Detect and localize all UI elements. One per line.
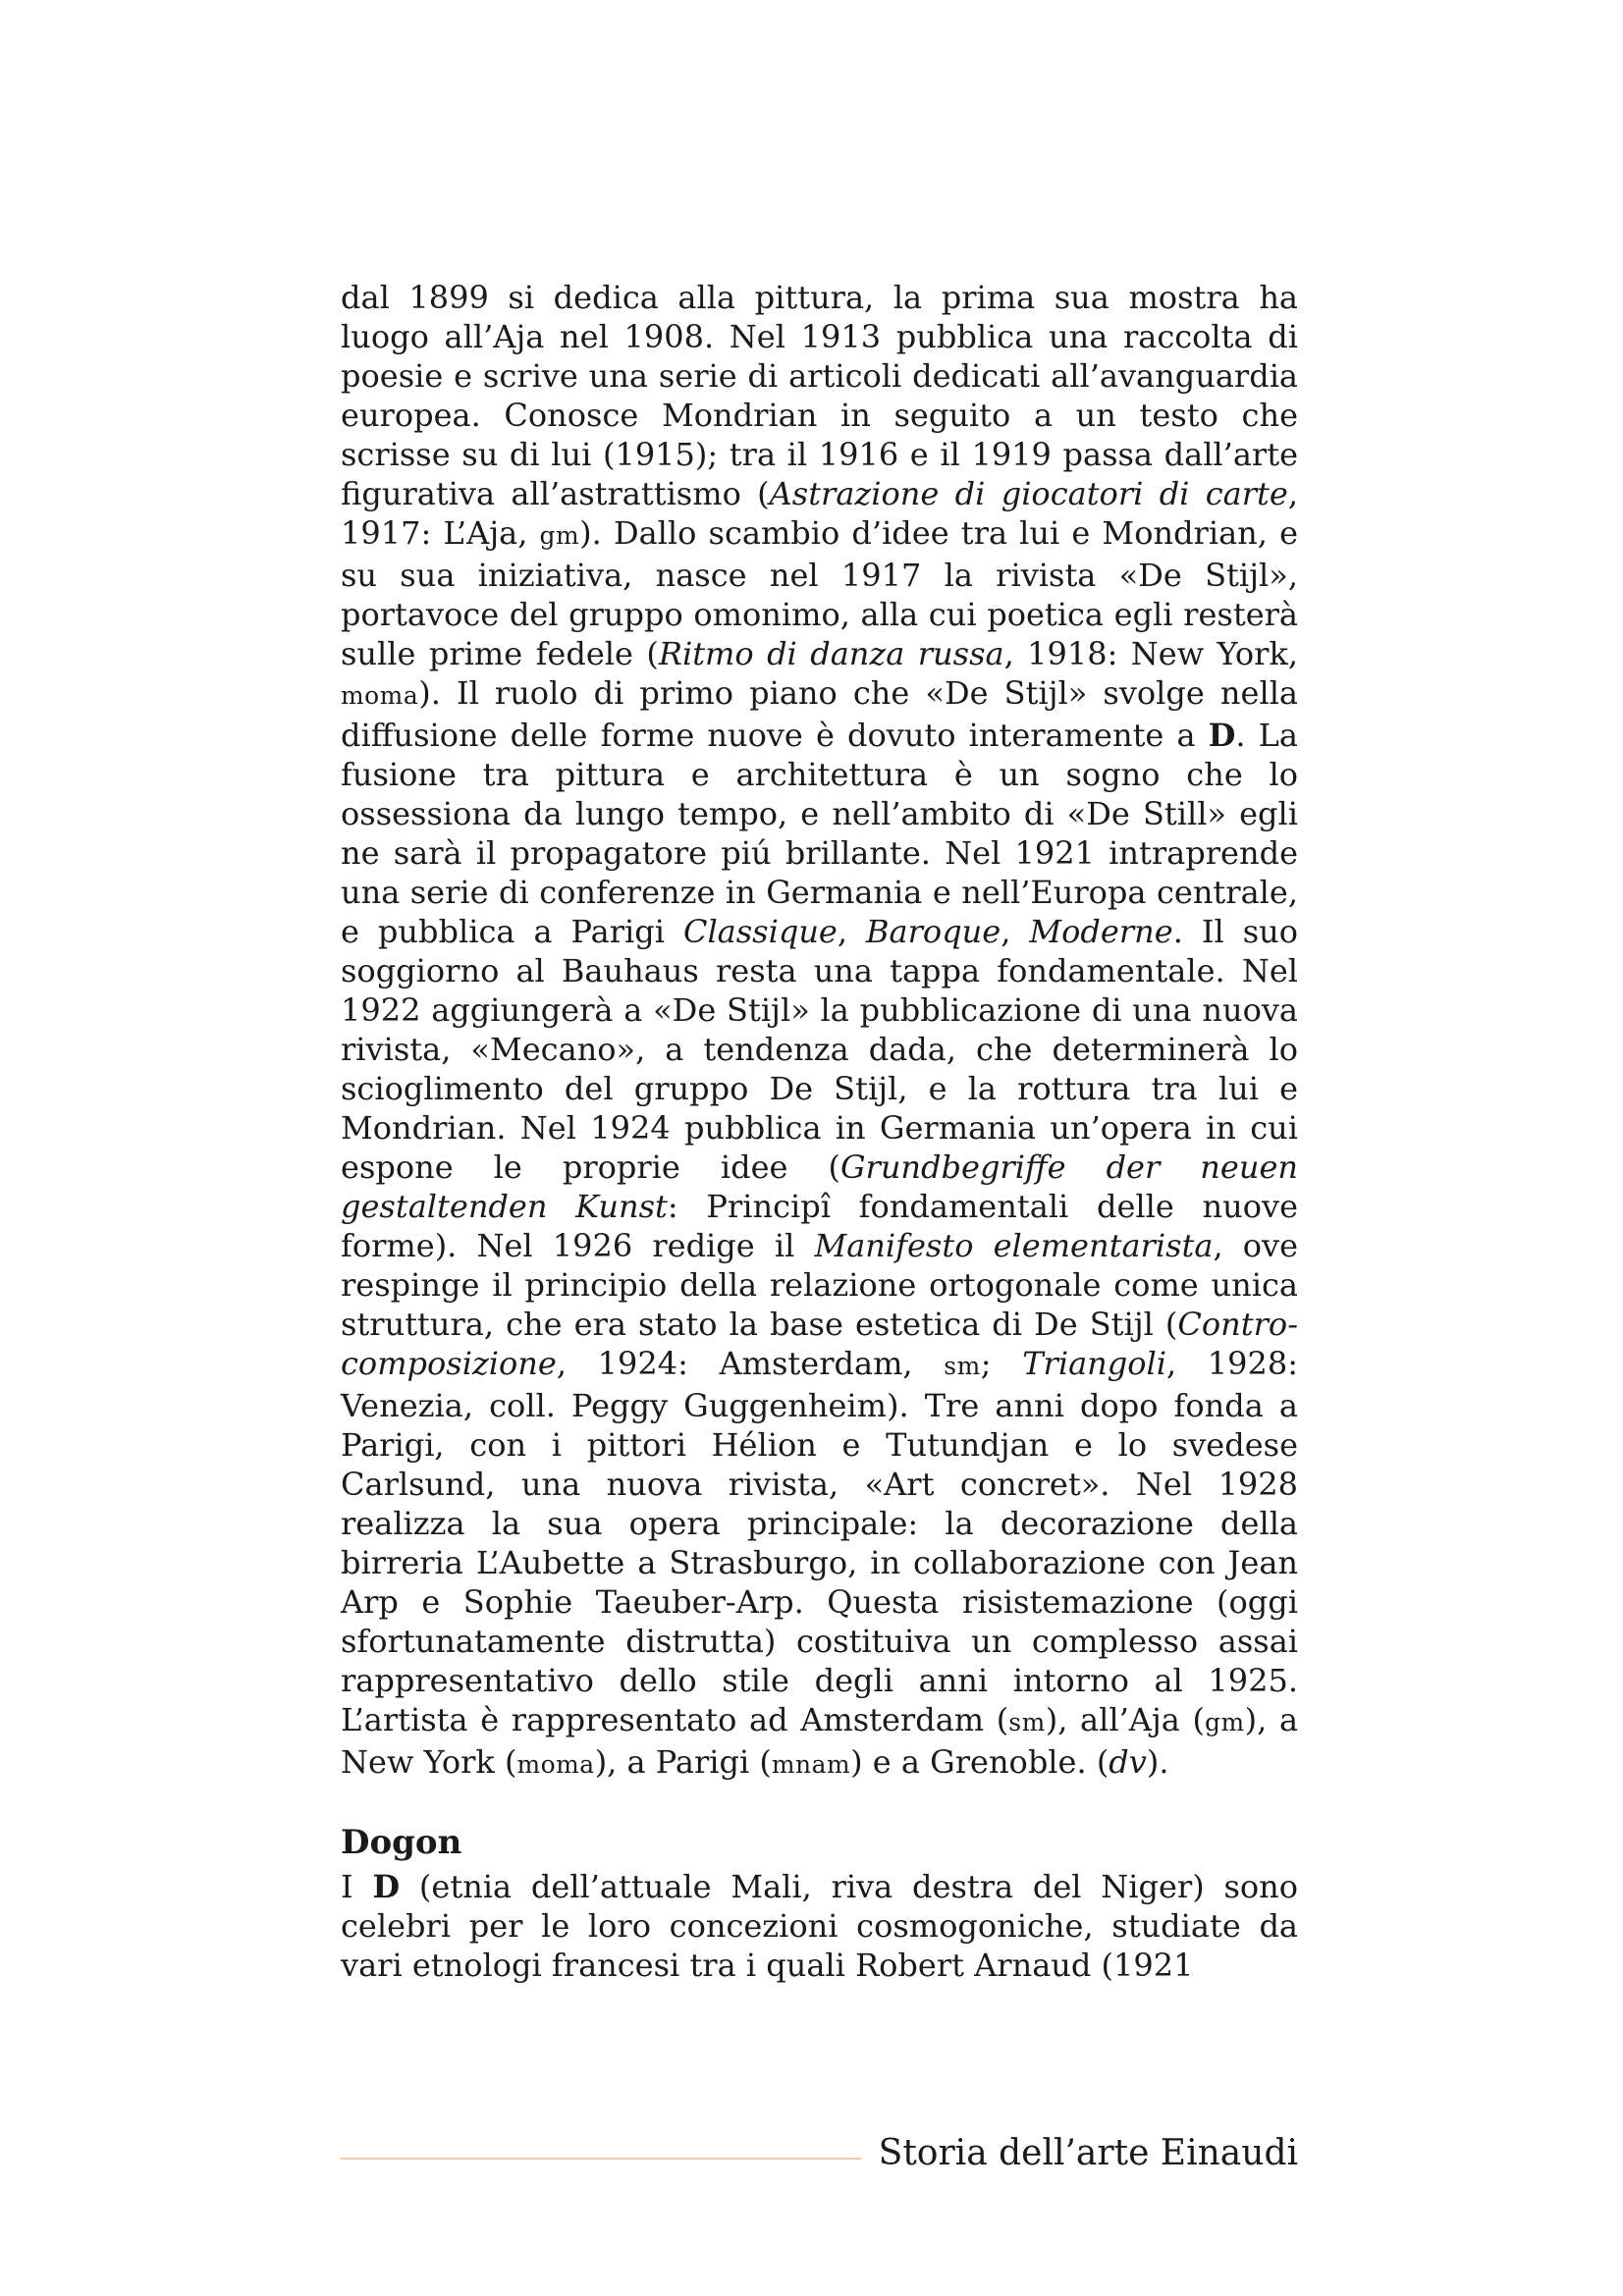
body-text: , 1918: New York, — [1003, 635, 1299, 672]
body-text: ). — [1146, 1743, 1169, 1781]
body-text: . La fusione tra pittura e architettura è un sogno che lo ossessiona da lungo tempo, e nell’ambito di «De Still» egli ne sarà il propagatore piú brillante. Nel 1921 intraprende una serie di conferenze in Germania e nell’Europa centrale, e pubblica a Parigi — [341, 717, 1299, 950]
body-text: , — [1001, 913, 1030, 950]
collection-abbreviation: gm — [1205, 1708, 1245, 1736]
work-title: Grundbegriffe der neuen gestaltenden Kunst — [341, 1148, 1299, 1225]
body-text: ), a New York ( — [341, 1701, 1299, 1781]
artwork-title: Ritmo di danza russa — [658, 635, 1004, 672]
entry-continuation-paragraph — [341, 278, 1298, 1785]
author-initials: dv — [1109, 1743, 1147, 1781]
entry-heading-dogon: Dogon — [341, 1823, 462, 1862]
body-text: ; — [980, 1345, 1023, 1382]
publication-title: Storia dell’arte Einaudi — [878, 2133, 1298, 2173]
collection-abbreviation: moma — [516, 1750, 595, 1779]
body-text: dal 1899 si dedica alla pittura, la prima sua mostra ha luogo all’Aja nel 1908. Nel 1913 pubblica una raccolta di poesie e scrive una serie di articoli dedicati all’avanguardia europea. Conosce Mondrian in seguito a un testo che scrisse su di lui (1915); tra il 1916 e il 1919 passa dall’arte figurativa all’astrattismo ( — [341, 279, 1298, 512]
collection-abbreviation: moma — [341, 681, 419, 710]
collection-abbreviation: mnam — [771, 1750, 851, 1779]
body-text: ). Dallo scambio d’idee tra lui e Mondrian, e su sua iniziativa, nasce nel 1917 la rivista «De Stijl», portavoce del gruppo omonimo, alla cui poetica egli resterà sulle prime fedele ( — [341, 514, 1299, 672]
body-text: , 1917: L’Aja, — [341, 475, 1299, 552]
body-text: : Principî fondamentali delle nuove forme). Nel 1926 redige il — [341, 1188, 1299, 1264]
body-text: ). Il ruolo di primo piano che «De Stijl» svolge nella diffusione delle forme nuove è dovuto interamente a — [341, 674, 1298, 754]
work-title: Baroque — [866, 913, 1001, 950]
collection-abbreviation: sm — [1008, 1708, 1046, 1736]
body-text: , 1928: Venezia, coll. Peggy Guggenheim). Tre anni dopo fonda a Parigi, con i pittori Hélion e Tutundjan e lo svedese Carlsund, una nuova rivista, «Art concret». Nel 1928 realizza la sua opera principale: la decorazione della birreria L’Aubette a Strasburgo, in collaborazione con Jean Arp e Sophie Taeuber-Arp. Questa risistemazione (oggi sfortunatamente distrutta) costituiva un complesso assai rappresentativo dello stile degli anni intorno al 1925. L’artista è rappresentato ad Amsterdam ( — [341, 1345, 1299, 1738]
collection-abbreviation: gm — [539, 521, 580, 550]
footer-divider — [341, 2158, 861, 2160]
body-text: . Il suo soggiorno al Bauhaus resta una tappa fondamentale. Nel 1922 aggiungerà a «De Stijl» la pubblicazione di una nuova rivista, «Mecano», a tendenza dada, che determinerà lo scioglimento del gruppo De Stijl, e la rottura tra lui e Mondrian. Nel 1924 pubblica in Germania un’opera in cui espone le proprie idee ( — [341, 913, 1299, 1186]
page-footer — [341, 2130, 1298, 2179]
body-text: ) e a Grenoble. ( — [850, 1743, 1109, 1781]
work-title: Classique — [682, 913, 838, 950]
artwork-title: Astrazione di giocatori di carte — [769, 475, 1288, 512]
body-text: , 1924: Amsterdam, — [556, 1345, 945, 1382]
body-text: (etnia dell’attuale Mali, riva destra del Niger) sono celebri per le loro concezioni cosmogoniche, studiate da vari etnologi francesi tra i quali Robert Arnaud (1921 — [341, 1868, 1299, 1984]
work-title: Moderne — [1029, 913, 1173, 950]
body-text: I — [341, 1868, 373, 1905]
body-text: ), all’Aja ( — [1045, 1701, 1205, 1738]
artwork-title: Triangoli — [1022, 1345, 1166, 1382]
collection-abbreviation: sm — [944, 1352, 981, 1380]
entry-dogon-paragraph — [341, 1867, 1298, 1985]
entry-initial: D — [1208, 717, 1236, 754]
entry-initial: D — [372, 1868, 401, 1905]
work-title: Manifesto elementarista — [814, 1227, 1214, 1264]
text-column — [341, 278, 1298, 1985]
body-text: , — [837, 913, 867, 950]
artwork-title: Contro-composizione — [341, 1306, 1298, 1382]
body-text: ), a Parigi ( — [594, 1743, 772, 1781]
body-text: , ove respinge il principio della relazione ortogonale come unica struttura, che era stato la base estetica di De Stijl ( — [341, 1227, 1299, 1343]
